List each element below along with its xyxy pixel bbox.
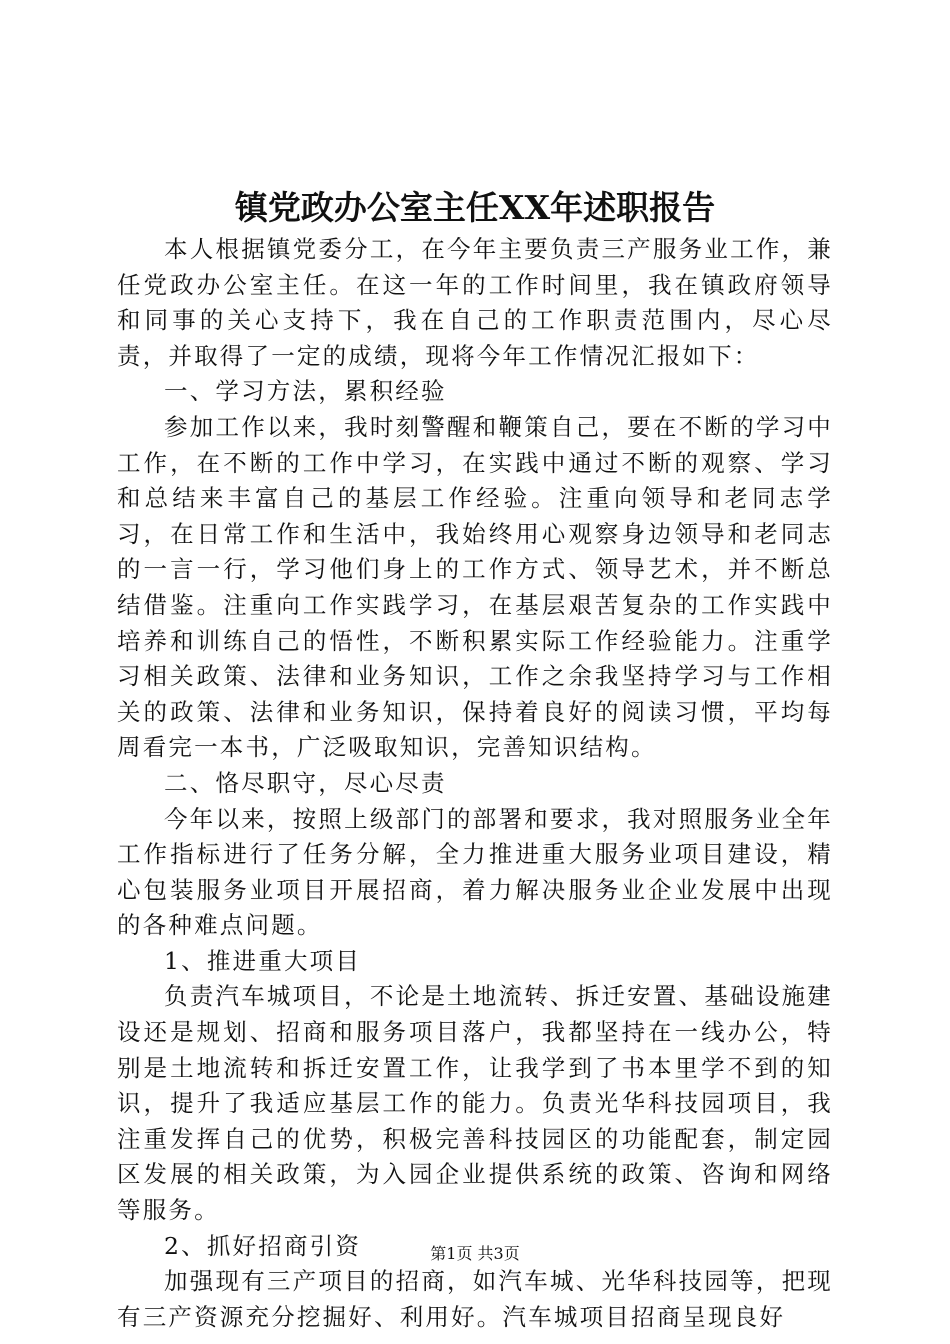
subsection-heading-2: 2、抓好招商引资 — [164, 1231, 362, 1260]
page-footer: 第1页 共3页 — [430, 1244, 520, 1263]
document-body — [117, 232, 833, 1335]
paragraph-investment: 加强现有三产项目的招商，如汽车城、光华科技园等，把现有三产资源充分挖掘好、利用好。汽车城项目招商呈现良好 — [117, 1267, 833, 1331]
subsection-heading-1: 1、推进重大项目 — [164, 946, 362, 975]
paragraph-learning: 参加工作以来，我时刻警醒和鞭策自己，要在不断的学习中工作，在不断的工作中学习，在实践中通过不断的观察、学习和总结来丰富自己的基层工作经验。注重向领导和老同志学习，在日常工作和生活中，我始终用心观察身边领导和老同志的一言一行，学习他们身上的工作方式、领导艺术，并不断总结借鉴。注重向工作实践学习，在基层艰苦复杂的工作实践中培养和训练自己的悟性，不断积累实际工作经验能力。注重学习相关政策、法律和业务知识，工作之余我坚持学习与工作相关的政策、法律和业务知识，保持着良好的阅读习惯，平均每周看完一本书，广泛吸取知识，完善知识结构。 — [117, 412, 833, 762]
section-heading-2: 二、恪尽职守，尽心尽责 — [164, 768, 447, 797]
paragraph-duties: 今年以来，按照上级部门的部署和要求，我对照服务业全年工作指标进行了任务分解，全力推进重大服务业项目建设，精心包装服务业项目开展招商，着力解决服务业企业发展中出现的各种难点问题。 — [117, 804, 833, 940]
section-heading-1: 一、学习方法，累积经验 — [164, 377, 447, 406]
paragraph-projects: 负责汽车城项目，不论是土地流转、拆迁安置、基础设施建设还是规划、招商和服务项目落户，我都坚持在一线办公，特别是土地流转和拆迁安置工作，让我学到了书本里学不到的知识，提升了我适应基层工作的能力。负责光华科技园项目，我注重发挥自己的优势，积极完善科技园区的功能配套，制定园区发展的相关政策，为入园企业提供系统的政策、咨询和网络等服务。 — [117, 982, 833, 1225]
document-title: 镇党政办公室主任XX年述职报告 — [234, 188, 716, 227]
paragraph-intro: 本人根据镇党委分工，在今年主要负责三产服务业工作，兼任党政办公室主任。在这一年的工作时间里，我在镇政府领导和同事的关心支持下，我在自己的工作职责范围内，尽心尽责，并取得了一定的成绩，现将今年工作情况汇报如下： — [117, 235, 833, 370]
